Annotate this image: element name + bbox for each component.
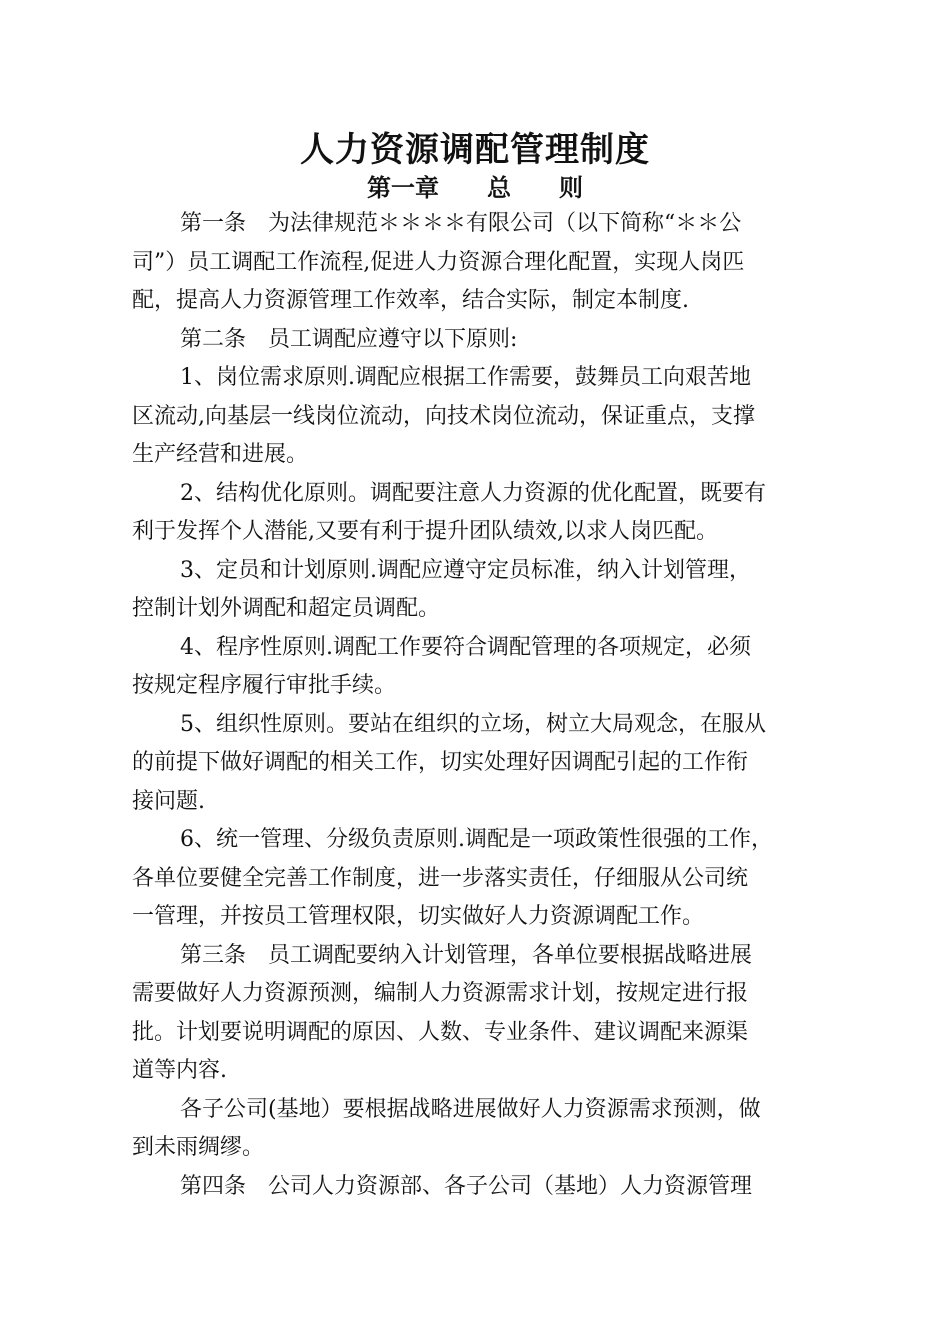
text-line: 第三条 员工调配要纳入计划管理，各单位要根据战略进展 xyxy=(180,942,753,968)
text-line: 司”）员工调配工作流程,促进人力资源合理化配置，实现人岗匹 xyxy=(132,249,745,275)
text-line: 区流动,向基层一线岗位流动，向技术岗位流动，保证重点，支撑 xyxy=(132,403,755,429)
text-line: 需要做好人力资源预测，编制人力资源需求计划，按规定进行报 xyxy=(132,981,749,1006)
text-line: 6、统一管理、分级负责原则.调配是一项政策性很强的工作， xyxy=(180,827,773,852)
text-line: 配，提高人力资源管理工作效率，结合实际，制定本制度. xyxy=(132,288,689,313)
text-line: 控制计划外调配和超定员调配。 xyxy=(132,596,441,621)
document-title: 人力资源调配管理制度 xyxy=(300,130,650,170)
text-line: 1、岗位需求原则.调配应根据工作需要，鼓舞员工向艰苦地 xyxy=(180,365,751,390)
text-line: 各子公司(基地）要根据战略进展做好人力资源需求预测，做 xyxy=(180,1096,761,1122)
text-line: 3、定员和计划原则.调配应遵守定员标准，纳入计划管理， xyxy=(180,557,751,583)
document-body xyxy=(132,205,822,1206)
text-line: 2、结构优化原则。调配要注意人力资源的优化配置，既要有 xyxy=(180,480,766,506)
text-line: 到未雨绸缪。 xyxy=(132,1135,265,1160)
text-line: 按规定程序履行审批手续。 xyxy=(132,673,397,698)
text-line: 4、程序性原则.调配工作要符合调配管理的各项规定，必须 xyxy=(180,634,751,660)
text-line: 生产经营和进展。 xyxy=(132,442,309,467)
text-line: 各单位要健全完善工作制度，进一步落实责任，仔细服从公司统 xyxy=(132,865,749,891)
chapter-heading: 第一章 总 则 xyxy=(367,173,583,202)
text-line: 接问题. xyxy=(132,788,205,814)
text-line: 道等内容. xyxy=(132,1058,227,1083)
text-line: 第二条 员工调配应遵守以下原则: xyxy=(180,326,518,352)
text-line: 的前提下做好调配的相关工作，切实处理好因调配引起的工作衔 xyxy=(132,750,749,775)
text-line: 第一条 为法律规范＊＊＊＊有限公司（以下简称“＊＊公 xyxy=(180,211,742,236)
text-line: 第四条 公司人力资源部、各子公司（基地）人力资源管理 xyxy=(180,1173,753,1199)
text-line: 批。计划要说明调配的原因、人数、专业条件、建议调配来源渠 xyxy=(132,1019,749,1045)
text-line: 利于发挥个人潜能,又要有利于提升团队绩效,以求人岗匹配。 xyxy=(132,519,718,544)
text-line: 一管理，并按员工管理权限，切实做好人力资源调配工作。 xyxy=(132,904,705,929)
text-line: 5、组织性原则。要站在组织的立场，树立大局观念，在服从 xyxy=(180,711,766,737)
